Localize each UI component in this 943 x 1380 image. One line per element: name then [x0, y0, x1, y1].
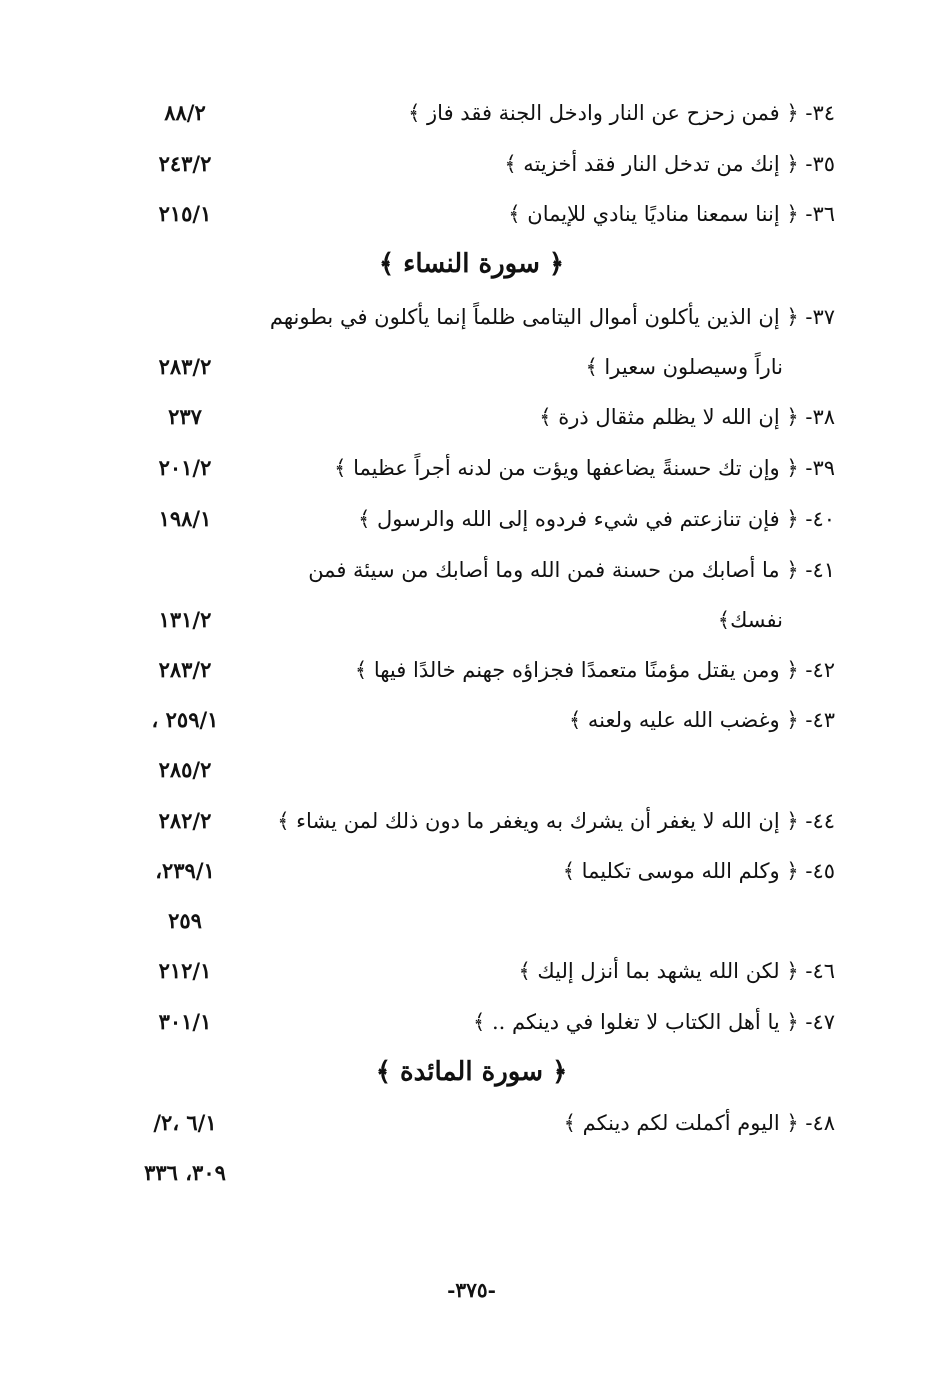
verse-text: ٤٤- ﴿ إن الله لا يغفر أن يشرك به ويغفر ما دون ذلك لمن يشاء ﴾	[277, 809, 835, 833]
surah-heading-maida: ﴿ سورة المائدة ﴾	[375, 1057, 568, 1087]
entry-34	[0, 88, 943, 138]
entry-47	[0, 997, 943, 1047]
entry-35	[0, 139, 943, 189]
reference: ٢٤٣/٢	[158, 151, 212, 176]
verse-text: ٣٤- ﴿ فمن زحزح عن النار وادخل الجنة فقد فاز ﴾	[408, 101, 835, 125]
entry-45-ref-continuation	[0, 896, 943, 946]
entry-38	[0, 392, 943, 442]
entry-48	[0, 1098, 943, 1148]
entry-40	[0, 494, 943, 544]
verse-text: ٤٨- ﴿ اليوم أكملت لكم دينكم ﴾	[563, 1111, 835, 1135]
verse-text: ٤٣- ﴿ وغضب الله عليه ولعنه ﴾	[568, 708, 835, 732]
verse-text: ٣٥- ﴿ إنك من تدخل النار فقد أخزيته ﴾	[504, 152, 835, 176]
entry-43	[0, 695, 943, 745]
entry-39	[0, 443, 943, 493]
verse-text: ٤١- ﴿ ما أصابك من حسنة فمن الله وما أصابك من سيئة فمن	[308, 558, 835, 582]
verse-text: ٣٨- ﴿ إن الله لا يظلم مثقال ذرة ﴾	[539, 405, 835, 429]
reference: ١٣١/٢	[158, 607, 212, 632]
verse-text: ٤٠- ﴿ فإن تنازعتم في شيء فردوه إلى الله والرسول ﴾	[358, 507, 835, 531]
verse-text: ناراً وسيصلون سعيرا ﴾	[585, 355, 783, 379]
entry-48-ref-continuation	[0, 1148, 943, 1198]
verse-text: ٤٥- ﴿ وكلم الله موسى تكليما ﴾	[562, 859, 835, 883]
verse-text: ٤٢- ﴿ ومن يقتل مؤمنًا متعمدًا فجزاؤه جهنم خالدًا فيها ﴾	[354, 658, 835, 682]
surah-heading-nisa: ﴿ سورة النساء ﴾	[378, 249, 565, 279]
entry-36	[0, 189, 943, 239]
reference: ٢٥٩	[168, 908, 202, 933]
entry-46	[0, 946, 943, 996]
reference: ٢٨٢/٢	[158, 808, 212, 833]
verse-text: ٤٧- ﴿ يا أهل الكتاب لا تغلوا في دينكم .. ﴾	[473, 1010, 835, 1034]
entry-41-continuation	[0, 595, 943, 645]
verse-text: ٣٦- ﴿ إننا سمعنا مناديًا ينادي للإيمان ﴾	[508, 202, 835, 226]
entry-43-ref-continuation	[0, 745, 943, 795]
reference: ٢٨٥/٢	[158, 757, 212, 782]
entry-44	[0, 796, 943, 846]
entry-42	[0, 645, 943, 695]
reference: ٢٣٩/١،	[155, 858, 215, 883]
entry-37	[0, 292, 943, 342]
reference: ٢٨٣/٢	[158, 354, 212, 379]
page-number: -٣٧٥-	[447, 1278, 496, 1302]
verse-text: ٤٦- ﴿ لكن الله يشهد بما أنزل إليك ﴾	[518, 959, 835, 983]
entry-37-continuation	[0, 342, 943, 392]
reference: ٢١٢/١	[158, 958, 212, 983]
reference: ٢٥٩/١ ،	[151, 707, 219, 732]
verse-text: ٣٧- ﴿ إن الذين يأكلون أموال اليتامى ظلماً إنما يأكلون في بطونهم	[269, 305, 835, 329]
reference: ٢١٥/١	[158, 201, 212, 226]
verse-text: ٣٩- ﴿ وإن تك حسنةً يضاعفها ويؤت من لدنه أجراً عظيما ﴾	[334, 456, 835, 480]
verse-text: نفسك﴾	[717, 608, 783, 632]
entry-45	[0, 846, 943, 896]
reference: ٦/١ ،٢/	[153, 1110, 217, 1135]
reference: ٣٠١/١	[158, 1009, 212, 1034]
reference: ٢٣٧	[168, 404, 202, 429]
reference: ٢٠١/٢	[158, 455, 212, 480]
entry-41	[0, 545, 943, 595]
reference: ٨٨/٢	[164, 100, 206, 125]
reference: ٢٨٣/٢	[158, 657, 212, 682]
reference: ١٩٨/١	[158, 506, 212, 531]
reference: ٣٠٩، ٣٣٦	[144, 1160, 226, 1185]
